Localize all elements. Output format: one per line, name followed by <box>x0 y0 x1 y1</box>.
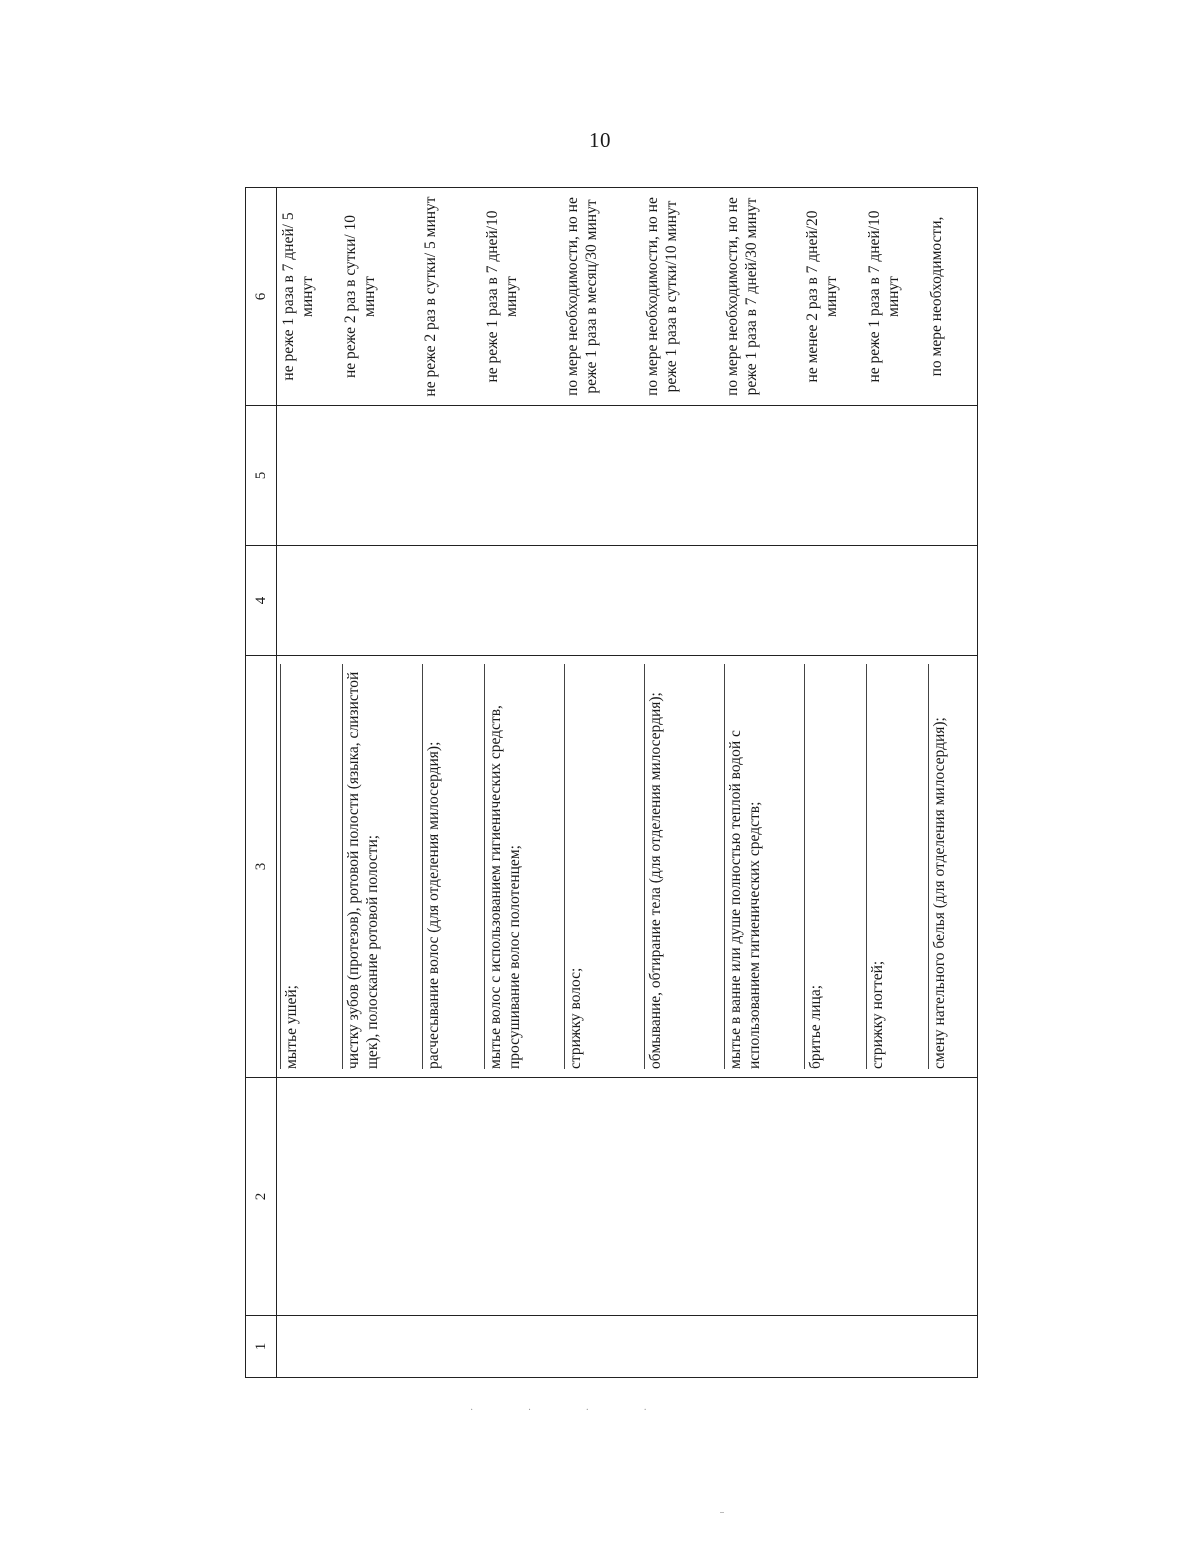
header-col-3: 3 <box>246 656 277 1078</box>
cell-col-4 <box>277 546 340 656</box>
service-text: расчесывание волос (для отделения милосердия); <box>422 664 444 1069</box>
cell-service <box>721 656 801 1078</box>
cell-col-4 <box>925 546 978 656</box>
cell-frequency: по мере необходимости, но не реже 1 раза в месяц/30 минут <box>561 188 641 406</box>
table-row <box>863 188 925 1378</box>
header-col-1: 1 <box>246 1316 277 1378</box>
cell-col-1 <box>277 1316 340 1378</box>
table-row <box>561 188 641 1378</box>
table-row <box>339 188 419 1378</box>
service-text: мытье волос с использованием гигиенических средств, просушивание волос полотенцем; <box>484 664 524 1069</box>
cell-col-2 <box>481 1078 561 1316</box>
page-number: 10 <box>589 128 611 152</box>
cell-col-4 <box>863 546 925 656</box>
cell-col-2 <box>419 1078 481 1316</box>
cell-col-1 <box>561 1316 641 1378</box>
cell-col-2 <box>277 1078 340 1316</box>
service-text: стрижку волос; <box>564 664 586 1069</box>
cell-col-5 <box>419 406 481 546</box>
cell-col-5 <box>561 406 641 546</box>
cell-frequency: по мере необходимости, но не реже 1 раза в 7 дней/30 минут <box>721 188 801 406</box>
cell-service <box>863 656 925 1078</box>
cell-service <box>339 656 419 1078</box>
cell-frequency: не реже 1 раза в 7 дней/10 минут <box>863 188 925 406</box>
header-col-4: 4 <box>246 546 277 656</box>
cell-col-4 <box>339 546 419 656</box>
service-text: мытье в ванне или душе полностью теплой водой с использованием гигиенических средств; <box>724 664 764 1069</box>
cell-col-4 <box>561 546 641 656</box>
cell-frequency: не реже 2 раз в сутки/ 5 минут <box>419 188 481 406</box>
cell-col-1 <box>925 1316 978 1378</box>
service-text: обмывание, обтирание тела (для отделения милосердия); <box>644 664 666 1069</box>
cell-col-4 <box>481 546 561 656</box>
cell-col-1 <box>339 1316 419 1378</box>
table-header-row <box>246 188 277 1378</box>
cell-frequency: не менее 2 раз в 7 дней/20 минут <box>801 188 863 406</box>
rotated-table-frame <box>245 188 1010 1378</box>
cell-service <box>277 656 340 1078</box>
cell-frequency: не реже 1 раза в 7 дней/10 минут <box>481 188 561 406</box>
header-col-2: 2 <box>246 1078 277 1316</box>
cell-col-2 <box>721 1078 801 1316</box>
cell-col-1 <box>481 1316 561 1378</box>
cell-col-1 <box>641 1316 721 1378</box>
cell-col-4 <box>801 546 863 656</box>
table-row <box>801 188 863 1378</box>
cell-service <box>925 656 978 1078</box>
header-col-5: 5 <box>246 406 277 546</box>
scan-speck <box>720 1512 724 1513</box>
table-row <box>641 188 721 1378</box>
service-text: стрижку ногтей; <box>866 664 888 1069</box>
cell-col-5 <box>863 406 925 546</box>
service-text: смену нательного белья (для отделения милосердия); <box>928 664 950 1069</box>
cell-col-5 <box>481 406 561 546</box>
cell-frequency: по мере необходимости, но не реже 1 раза в сутки/10 минут <box>641 188 721 406</box>
cell-service <box>481 656 561 1078</box>
cell-col-2 <box>925 1078 978 1316</box>
services-table <box>245 187 978 1378</box>
cell-col-2 <box>863 1078 925 1316</box>
service-text: бритье лица; <box>804 664 826 1069</box>
cell-col-5 <box>801 406 863 546</box>
cell-service <box>801 656 863 1078</box>
cell-col-2 <box>339 1078 419 1316</box>
cell-service <box>419 656 481 1078</box>
cell-frequency: по мере необходимости, <box>925 188 978 406</box>
table-row <box>277 188 340 1378</box>
table-row <box>721 188 801 1378</box>
cell-col-1 <box>863 1316 925 1378</box>
cell-col-5 <box>641 406 721 546</box>
cell-frequency: не реже 2 раз в сутки/ 10 минут <box>339 188 419 406</box>
cell-service <box>561 656 641 1078</box>
table-row <box>925 188 978 1378</box>
table-wrapper <box>245 188 1010 1378</box>
cell-col-4 <box>641 546 721 656</box>
cell-col-2 <box>641 1078 721 1316</box>
table-row <box>481 188 561 1378</box>
cell-col-2 <box>801 1078 863 1316</box>
cell-service <box>641 656 721 1078</box>
cell-col-5 <box>339 406 419 546</box>
cell-col-4 <box>419 546 481 656</box>
cell-col-2 <box>561 1078 641 1316</box>
service-text: мытье ушей; <box>280 664 302 1069</box>
cell-col-4 <box>721 546 801 656</box>
header-col-6: 6 <box>246 188 277 406</box>
cell-col-5 <box>277 406 340 546</box>
cell-col-5 <box>925 406 978 546</box>
cell-col-5 <box>721 406 801 546</box>
table-row <box>419 188 481 1378</box>
service-text: чистку зубов (протезов), ротовой полости (языка, слизистой щек), полоскание ротовой полости; <box>342 664 382 1069</box>
cell-frequency: не реже 1 раза в 7 дней/ 5 минут <box>277 188 340 406</box>
scan-dots: · · · · <box>470 1405 673 1416</box>
cell-col-1 <box>801 1316 863 1378</box>
cell-col-1 <box>419 1316 481 1378</box>
cell-col-1 <box>721 1316 801 1378</box>
